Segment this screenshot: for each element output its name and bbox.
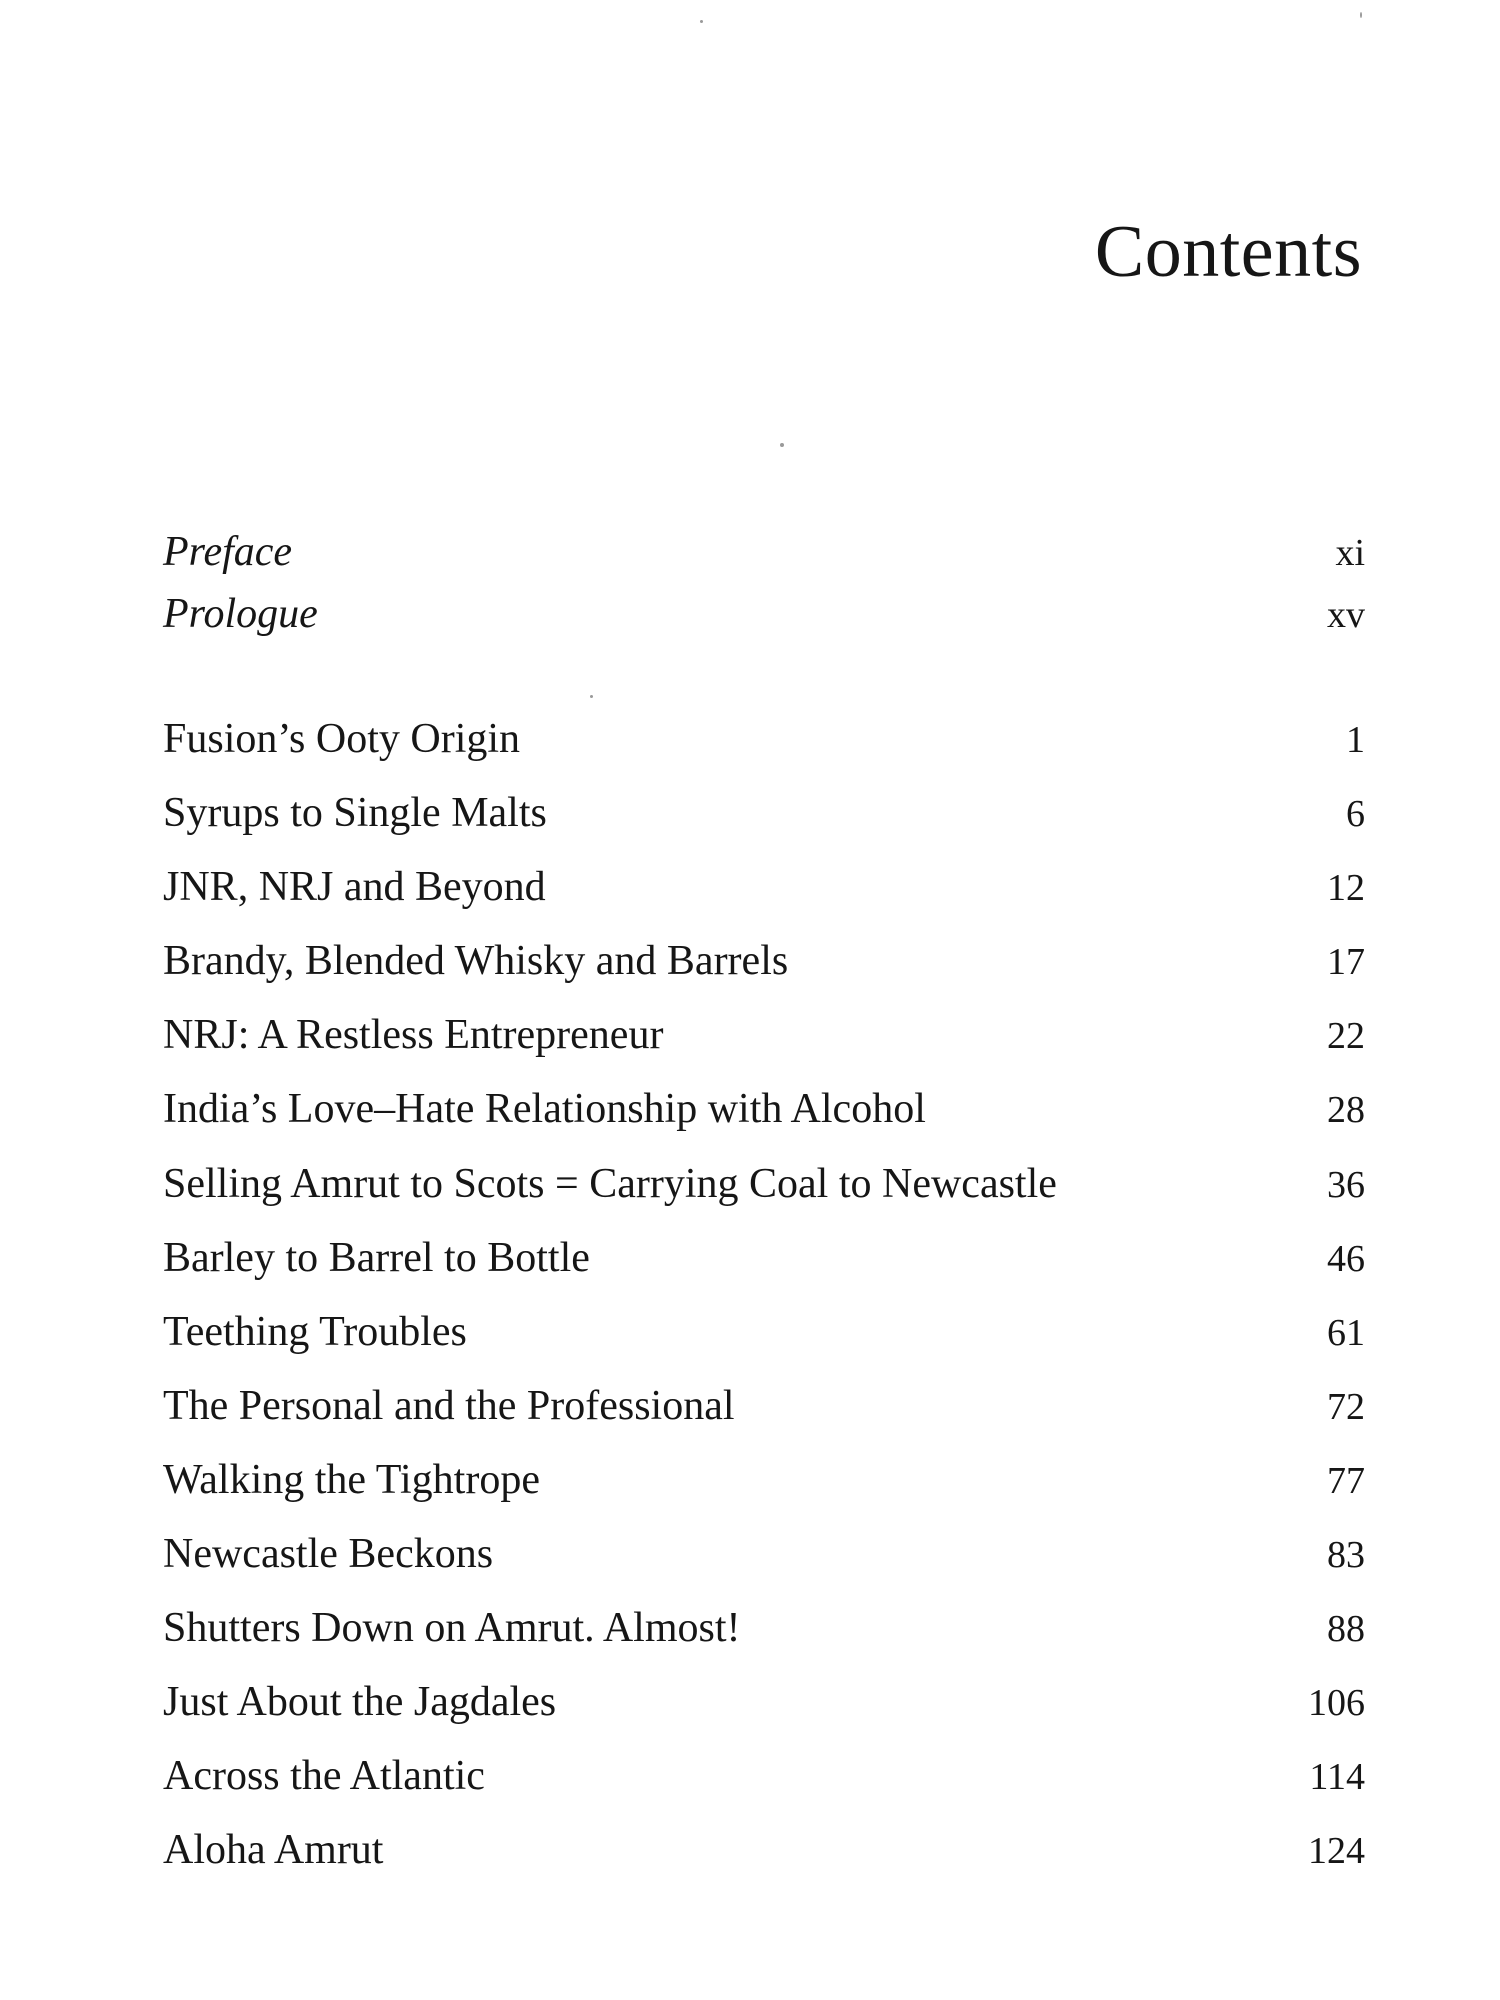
toc-entry-title: India’s Love–Hate Relationship with Alcohol: [163, 1086, 926, 1132]
toc-entry-page: xv: [1327, 594, 1365, 636]
toc-entry-title: Preface: [163, 529, 293, 575]
toc-entry-title: The Personal and the Professional: [163, 1383, 735, 1429]
toc-entry-page: 114: [1309, 1756, 1365, 1798]
toc-entry: [163, 1826, 1365, 1874]
toc-entry-page: 28: [1327, 1089, 1365, 1131]
toc-entry: [163, 1604, 1365, 1652]
toc-entry-title: Barley to Barrel to Bottle: [163, 1235, 590, 1281]
toc-entry: [163, 1678, 1365, 1726]
toc-entry-title: Walking the Tightrope: [163, 1457, 540, 1503]
toc-entry: [163, 1234, 1365, 1282]
toc-entry-page: xi: [1335, 532, 1365, 574]
toc-entry-page: 106: [1308, 1682, 1365, 1724]
toc-entry-page: 72: [1327, 1386, 1365, 1428]
toc-entry-title: Newcastle Beckons: [163, 1531, 494, 1577]
toc-entry: [163, 1752, 1365, 1800]
toc-entry-title: Fusion’s Ooty Origin: [163, 716, 521, 762]
toc-entry-title: Aloha Amrut: [163, 1827, 384, 1873]
toc-entry: [163, 1530, 1365, 1578]
toc-entry: [163, 1085, 1365, 1133]
toc-entry-page: 46: [1327, 1238, 1365, 1280]
toc-entry-page: 77: [1327, 1460, 1365, 1502]
toc-entry-title: Just About the Jagdales: [163, 1679, 557, 1725]
toc-entry: [163, 789, 1365, 837]
toc-entry-page: 17: [1327, 941, 1365, 983]
table-of-contents: [163, 0, 1365, 2000]
toc-entry-title: Brandy, Blended Whisky and Barrels: [163, 938, 789, 984]
toc-entry: [163, 1382, 1365, 1430]
page-title: Contents: [1094, 211, 1362, 293]
toc-entry: [163, 715, 1365, 763]
toc-entry-page: 83: [1327, 1534, 1365, 1576]
toc-entry-page: 61: [1327, 1312, 1365, 1354]
toc-entry-page: 12: [1327, 867, 1365, 909]
toc-entry-title: Across the Atlantic: [163, 1753, 485, 1799]
toc-entry: [163, 863, 1365, 911]
toc-entry-title: JNR, NRJ and Beyond: [163, 864, 546, 910]
toc-entry: [163, 1456, 1365, 1504]
toc-entry-page: 6: [1346, 793, 1365, 835]
toc-entry-preface: [163, 528, 1365, 576]
toc-entry-page: 1: [1346, 719, 1365, 761]
toc-entry-page: 22: [1327, 1015, 1365, 1057]
toc-entry: [163, 1011, 1365, 1059]
toc-entry-prologue: [163, 590, 1365, 638]
toc-entry: [163, 1308, 1365, 1356]
toc-entry: [163, 1160, 1365, 1208]
toc-entry: [163, 937, 1365, 985]
toc-entry-title: Prologue: [163, 591, 318, 637]
toc-entry-page: 124: [1308, 1830, 1365, 1872]
toc-entry-page: 88: [1327, 1608, 1365, 1650]
toc-entry-title: NRJ: A Restless Entrepreneur: [163, 1012, 664, 1058]
toc-entry-title: Syrups to Single Malts: [163, 790, 547, 836]
toc-entry-title: Shutters Down on Amrut. Almost!: [163, 1605, 741, 1651]
toc-entry-title: Selling Amrut to Scots = Carrying Coal to Newcastle: [163, 1161, 1057, 1207]
toc-entry-title: Teething Troubles: [163, 1309, 467, 1355]
toc-entry-page: 36: [1327, 1164, 1365, 1206]
